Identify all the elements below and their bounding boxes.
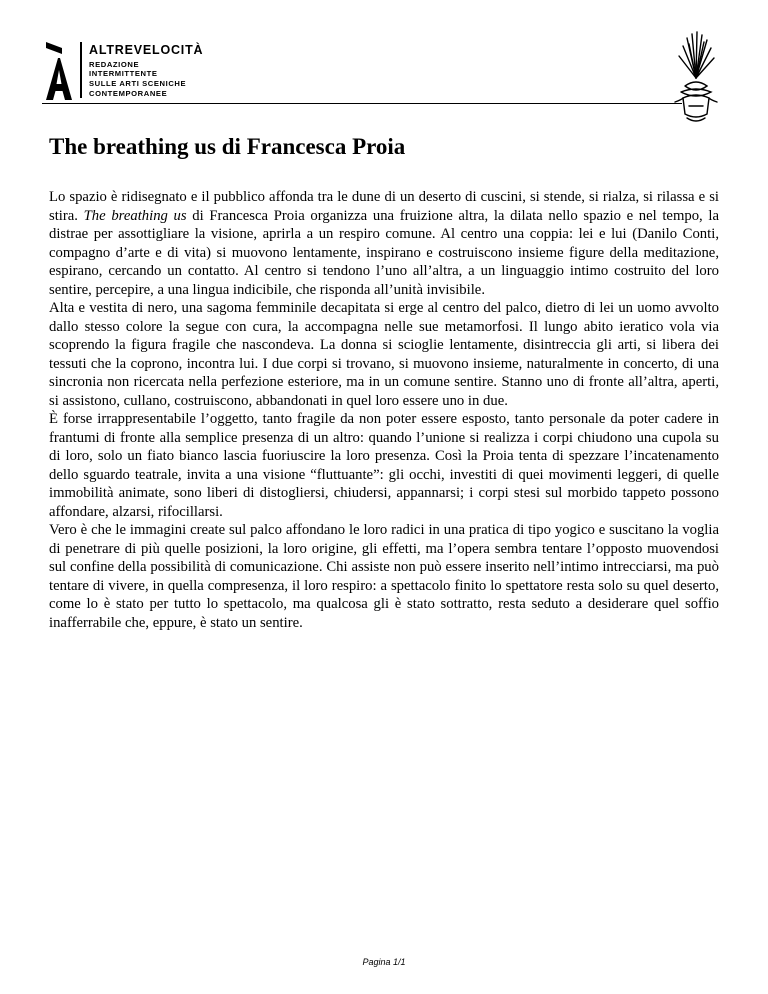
brand-line: CONTEMPORANEE [89,88,168,98]
paragraph-text: Lo spazio è ridisegnato e il pubblico affonda tra le dune di un deserto di cuscini, si stende, si rialza, si rilassa e si stira. [49,189,719,224]
ink-sketch-figure-icon [667,30,725,130]
page-header [0,0,768,120]
paragraph-text: di Francesca Proia organizza una fruizione altra, la dilata nello spazio e nel tempo, la distrae per assottigliare la visione, aprirla a un respiro comune. Al centro una coppia: lei e lui (Danilo Conti, compagno d’arte e di vita) si muovono lentamente, inspirano e costruiscono insieme figure della meditazione, espirano, cercando un contatto. Al centro si tendono l’uno all’altra, a un linguaggio intimo costruito del loro sentire, percepire, a una lingua indicibile, che risponda all’unità invisibile. [49,207,719,298]
brand-line: REDAZIONE [89,59,140,69]
article-paragraph: È forse irrappresentabile l’oggetto, tanto fragile da non poter essere esposto, tanto personale da poter cadere in frantumi di fronte alla semplice presenza di un altro: quando l’unione si realizza i corpi chiudono una cupola su di loro, solo un fiato bianco lascia fuoriuscire la loro presenza. Così la Proia tenta di spezzare l’incatenamento dello sguardo teatrale, invita a una visione “fluttuante”: gli occhi, investiti di quei movimenti leggeri, di quelle immobilità animate, sono liberi di distogliersi, chiudersi, appannarsi; i corpi stesi sul morbido tappeto possono affondare, alzarsi, rifocillarsi. [49,411,719,520]
brand-name: ALTREVELOCITÀ [89,43,204,57]
article-body [49,188,719,632]
brand-block [89,44,203,99]
a-grave-logo-icon [42,40,78,102]
brand-line: SULLE ARTI SCENICHE [89,79,187,89]
work-title-italic: The breathing us [83,207,187,224]
article-paragraph [49,188,719,299]
header-rule [42,103,682,104]
article-title: The breathing us di Francesca Proia [49,134,406,159]
article-paragraph: Alta e vestita di nero, una sagoma femminile decapitata si erge al centro del palco, dietro di lei un uomo avvolto dallo stesso colore la segue con cura, la accompagna nelle sue metamorfosi. Il lungo abito ieratico vola via scoprendo la figura fragile che nascondeva. La donna si scioglie lentamente, disintreccia gli arti, si libera dei tessuti che la coprono, incontra lui. I due corpi si trovano, si muovono insieme, naturalmente in concerto, di una sincronia non ricercata nella perfezione esteriore, ma in un comune sentire. Stanno uno di fronte all’altra, aperti, si assistono, cullano, costruiscono, abbandonati in quel loro essere uno in due. [49,300,719,409]
logo-divider [80,42,82,98]
page-number: Pagina 1/1 [362,957,406,967]
brand-line: INTERMITTENTE [89,69,158,79]
article-paragraph: Vero è che le immagini create sul palco affondano le loro radici in una pratica di tipo yogico e suscitano la voglia di penetrare di più quelle posizioni, la loro origine, gli effetti, ma l’opera sembra tentare l’opposto muovendosi sul confine della possibilità di comunicazione. Chi assiste non può essere inserito nell’intimo intrecciarsi, ma può tentare di vivere, in quella compresenza, il loro respiro: a spettacolo finito lo spettatore resta solo su quel deserto, come lo è stato per tutto lo spettacolo, ma qualcosa gli è stato sottratto, resta seduto a desiderare quel soffio inafferrabile che, eppure, è stato un sentire. [49,522,719,631]
